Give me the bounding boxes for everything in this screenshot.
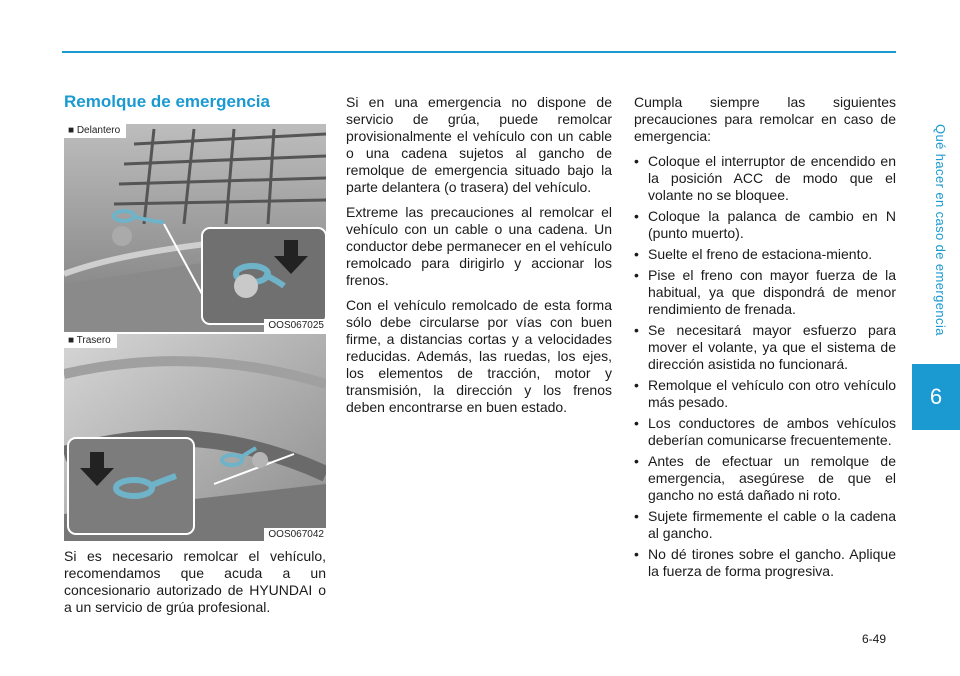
list-item: • Los conductores de ambos vehículos deberían comunicarse frecuentemente. — [634, 415, 896, 448]
middle-column — [346, 94, 612, 424]
bullet-icon: • — [634, 508, 639, 524]
figure-code-front: OOS067025 — [264, 319, 326, 332]
middle-paragraph: Extreme las precauciones al remolcar el vehículo con un cable o una cadena. Un conductor debe permanecer en el vehículo remolcado para dirigirlo y accionar los frenos. — [346, 204, 612, 288]
list-item: • Pise el freno con mayor fuerza de la habitual, ya que dispondrá de menor rendimiento de frenada. — [634, 267, 896, 317]
list-item: • Coloque la palanca de cambio en N (punto muerto). — [634, 208, 896, 241]
page-number: 6-49 — [862, 632, 887, 646]
left-column — [64, 548, 326, 624]
section-title: Remolque de emergencia — [64, 92, 270, 111]
list-item: • Antes de efectuar un remolque de emergencia, asegúrese de que el gancho no está dañado ni roto. — [634, 453, 896, 503]
bullet-icon: • — [634, 415, 639, 431]
list-item: • Suelte el freno de estaciona-miento. — [634, 246, 873, 262]
right-column — [634, 94, 896, 584]
list-item: • Sujete firmemente el cable o la cadena al gancho. — [634, 508, 896, 541]
bullet-icon: • — [634, 546, 639, 562]
bullet-icon: • — [634, 453, 639, 469]
bullet-icon: • — [634, 377, 639, 393]
middle-paragraph: Con el vehículo remolcado de esta forma sólo debe circularse por vías con buen firme, a distancias cortas y a velocidades reducidas. Además, las ruedas, los ejes, los elementos de tracción, motor y transmisión, la dirección y los frenos deben encontrarse en buen estado. — [346, 297, 612, 415]
list-item: • Coloque el interruptor de encendido en la posición ACC de modo que el volante no se bloquee. — [634, 153, 896, 203]
precautions-list — [634, 153, 896, 580]
figure-code-rear: OOS067042 — [264, 528, 326, 541]
bullet-icon: • — [634, 322, 639, 338]
middle-paragraph: Si en una emergencia no dispone de servicio de grúa, puede remolcar provisionalmente el vehículo con un cable o una cadena sujetos al gancho de remolque de emergencia situado bajo la parte delantera (o trasera) del vehículo. — [346, 94, 612, 195]
figure-label-rear: ■ Trasero — [64, 334, 117, 348]
right-intro: Cumpla siempre las siguientes precauciones para remolcar en caso de emergencia: — [634, 94, 896, 144]
bullet-icon: • — [634, 153, 639, 169]
front-tow-hook-figure — [64, 124, 326, 332]
chapter-tab: 6 — [912, 364, 960, 430]
tow-hook-front-illustration — [64, 124, 326, 332]
chapter-side-title: Qué hacer en caso de emergencia — [933, 124, 948, 336]
list-item: • Se necesitará mayor esfuerzo para mover el volante, ya que el sistema de dirección asistida no funcionará. — [634, 322, 896, 372]
list-item: • No dé tirones sobre el gancho. Aplique la fuerza de forma progresiva. — [634, 546, 896, 579]
list-item: • Remolque el vehículo con otro vehículo más pesado. — [634, 377, 896, 410]
rear-tow-hook-figure — [64, 334, 326, 541]
header-rule — [62, 51, 896, 53]
figure-label-front: ■ Delantero — [64, 124, 126, 138]
left-paragraph: Si es necesario remolcar el vehículo, recomendamos que acuda a un concesionario autorizado de HYUNDAI o a un servicio de grúa profesional. — [64, 548, 326, 615]
bullet-icon: • — [634, 208, 639, 224]
bullet-icon: • — [634, 246, 639, 262]
bullet-icon: • — [634, 267, 639, 283]
tow-hook-rear-illustration — [64, 334, 326, 541]
